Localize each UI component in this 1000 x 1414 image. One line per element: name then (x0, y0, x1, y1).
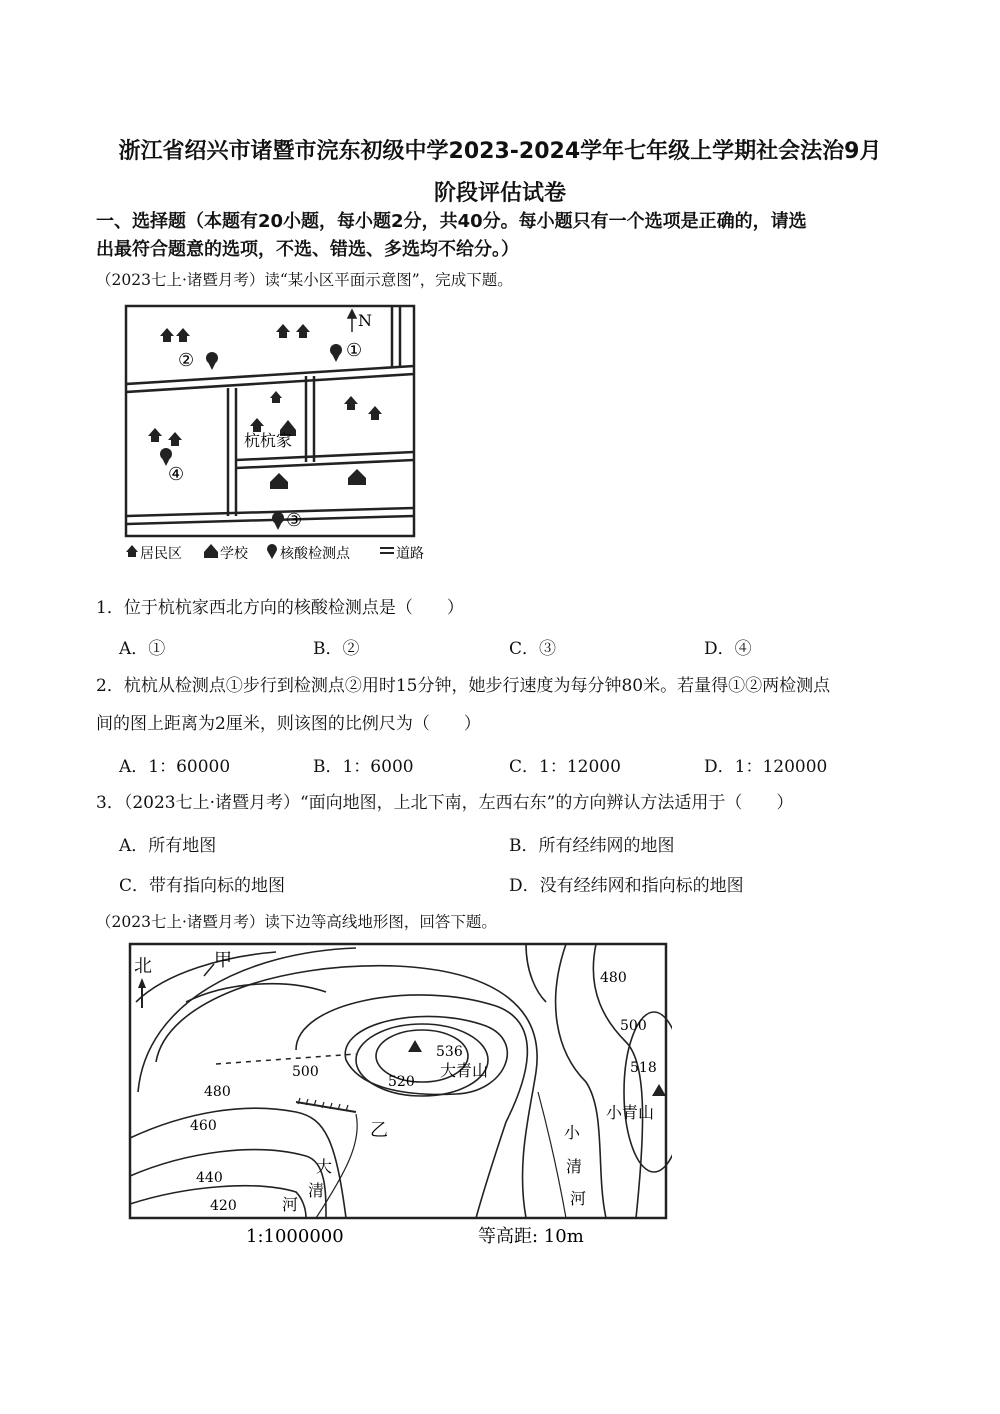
peak-triangle-icon (408, 1040, 422, 1052)
contour-label-520: 520 (388, 1074, 415, 1090)
residence-icon (176, 328, 190, 342)
contour-line (130, 1108, 346, 1218)
label-jia: 甲 (214, 950, 232, 971)
community-map (120, 302, 430, 566)
section-line-2: 出最符合题意的选项，不选、错选、多选均不给分。） (96, 239, 519, 260)
legend-test-point-tip (268, 552, 276, 559)
intro-text-1: （2023七上·诸暨月考）读“某小区平面示意图”，完成下题。 (96, 271, 513, 289)
q1-option-a[interactable]: A．① (119, 639, 166, 659)
legend-residence: 居民区 (140, 546, 182, 562)
section-line-1: 一、选择题（本题有20小题，每小题2分，共40分。每小题只有一个选项是正确的，请选 (96, 211, 807, 232)
river-daqing-char-3: 河 (282, 1195, 299, 1214)
residence-icon (276, 324, 290, 338)
contour-line (345, 1016, 507, 1094)
question-2 (96, 667, 916, 743)
north-label-2: 北 (134, 956, 152, 977)
road-upper-1 (126, 366, 414, 384)
page-title (60, 131, 940, 215)
title-line-1: 浙江省绍兴市诸暨市浣东初级中学2023-2024学年七年级上学期社会法治9月 (118, 139, 882, 164)
ridge-dashed-line (216, 1054, 356, 1064)
peak-xiaoqingshan: 小青山 (606, 1103, 655, 1122)
question-2-line-2: 间的图上距离为2厘米，则该图的比例尺为（ ） (96, 714, 481, 734)
q3-option-c[interactable]: C．带有指向标的地图 (119, 876, 286, 896)
north-label: N (358, 311, 372, 330)
q3-option-b[interactable]: B．所有经纬网的地图 (509, 836, 675, 856)
river-xiaoqing (538, 1092, 566, 1218)
road-upper-2 (126, 374, 414, 392)
section-heading (96, 208, 916, 264)
contour-label-480-b: 480 (600, 970, 627, 986)
school-icon (348, 469, 366, 485)
map-scale: 1:1000000 (246, 1226, 344, 1247)
marker-4: ④ (168, 464, 185, 485)
residence-icon (160, 328, 174, 342)
marker-1: ① (346, 340, 363, 361)
contour-label-518: 518 (630, 1060, 657, 1076)
residence-icon (270, 391, 282, 403)
q2-option-a[interactable]: A．1：60000 (119, 757, 231, 777)
home-label: 杭杭家 (244, 431, 293, 450)
test-point-icon-tip (208, 362, 216, 370)
contour-interval: 等高距: 10m (478, 1226, 584, 1247)
road-inner-2 (236, 460, 414, 468)
question-1 (96, 589, 916, 627)
peak-triangle-icon (652, 1084, 666, 1096)
question-1-stem: 1．位于杭杭家西北方向的核酸检测点是（ ） (96, 598, 464, 618)
q2-option-d[interactable]: D．1：120000 (704, 757, 828, 777)
peak-daqingshan: 大青山 (440, 1061, 489, 1080)
river-xiaoqing-char-3: 河 (570, 1189, 587, 1208)
title-line-2: 阶段评估试卷 (433, 181, 566, 206)
intro-text-2: （2023七上·诸暨月考）读下边等高线地形图，回答下题。 (96, 913, 497, 931)
contour-label-480-a: 480 (204, 1084, 231, 1100)
test-point-icon-tip (332, 354, 340, 362)
legend-test-point: 核酸检测点 (280, 546, 350, 562)
residence-icon (368, 406, 382, 420)
contour-map (126, 942, 672, 1252)
residence-icon (296, 324, 310, 338)
north-arrow-head (348, 310, 356, 318)
label-yi: 乙 (370, 1120, 388, 1141)
contour-label-500-b: 500 (620, 1018, 647, 1034)
q2-option-c[interactable]: C．1：12000 (509, 757, 621, 777)
marker-3: ③ (286, 510, 303, 531)
legend-school: 学校 (220, 546, 248, 562)
road-inner-1 (236, 452, 414, 460)
road-lower-1 (126, 508, 414, 516)
q1-option-d[interactable]: D．④ (704, 639, 752, 659)
question-3-stem: 3．（2023七上·诸暨月考）“面向地图，上北下南，左西右东”的方向辨认方法适用于（ ） (96, 793, 794, 813)
q3-option-d[interactable]: D．没有经纬网和指向标的地图 (509, 876, 744, 896)
river-xiaoqing-char-2: 清 (566, 1157, 583, 1176)
contour-line (556, 944, 606, 1218)
contour-label-440: 440 (196, 1170, 223, 1186)
legend-road: 道路 (396, 546, 424, 562)
river-daqing-char-1: 大 (316, 1157, 333, 1176)
river-daqing-char-2: 清 (308, 1181, 325, 1200)
question-2-line-1: 2．杭杭从检测点①步行到检测点②用时15分钟，她步行速度为每分钟80米。若量得①②两检测点 (96, 676, 831, 696)
residence-icon (168, 432, 182, 446)
test-point-icon-tip (274, 522, 282, 530)
north-arrow-2-head (138, 978, 146, 988)
question-3 (96, 784, 916, 822)
q2-option-b[interactable]: B．1：6000 (313, 757, 414, 777)
school-icon (270, 473, 288, 489)
contour-line (186, 984, 326, 1002)
residence-icon (250, 418, 264, 432)
legend-residence-icon (126, 545, 138, 557)
legend-school-icon (204, 544, 218, 558)
road-lower-2 (126, 516, 414, 524)
contour-label-536: 536 (436, 1044, 463, 1060)
contour-label-420: 420 (210, 1198, 237, 1214)
contour-label-500-a: 500 (292, 1064, 319, 1080)
q1-option-b[interactable]: B．② (313, 639, 360, 659)
residence-icon (148, 428, 162, 442)
river-xiaoqing-char-1: 小 (564, 1123, 581, 1142)
contour-label-460: 460 (190, 1118, 217, 1134)
contour-line (526, 944, 546, 1002)
q1-option-c[interactable]: C．③ (509, 639, 557, 659)
marker-2: ② (178, 350, 195, 371)
residence-icon (344, 396, 358, 410)
q3-option-a[interactable]: A．所有地图 (119, 836, 217, 856)
